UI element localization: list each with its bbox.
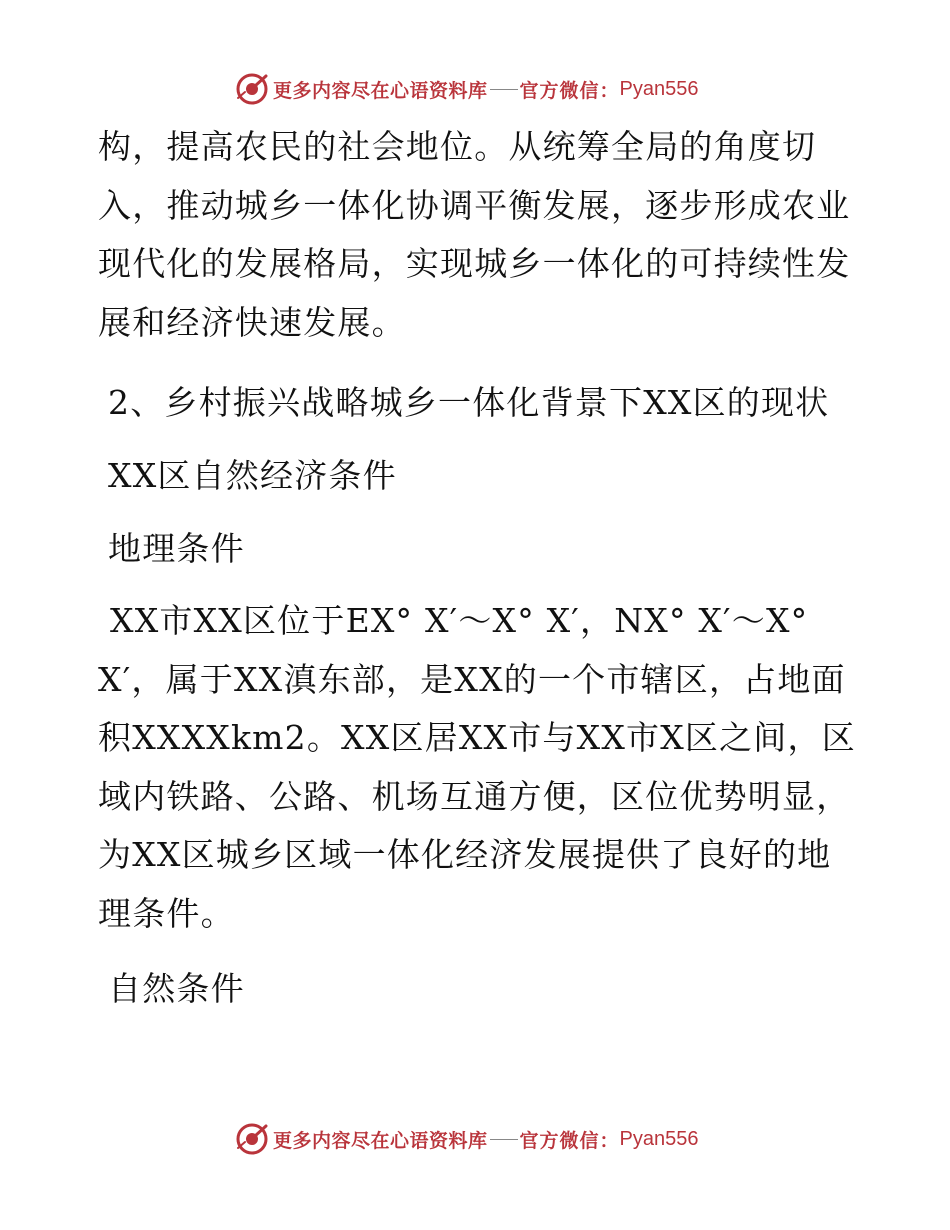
paragraph-geography [98,592,863,943]
banner-dash [490,89,518,90]
footer-banner [0,1120,950,1160]
subsubsection-heading-nature: 自然条件 [108,969,245,1008]
paragraph-text: XX市XX区位于EX° X′～X° X′，NX° X′～X° X′，属于XX滇东部，是XX的一个市辖区，占地面积XXXXkm2。XX区居XX市与XX市X区之间，区域内铁路、公路、机场互通方便，区位优势明显，为XX区城乡区域一体化经济发展提供了良好的地理条件。 [98,601,856,933]
paragraph-text: 构，提高农民的社会地位。从统筹全局的角度切入，推动城乡一体化协调平衡发展，逐步形成农业现代化的发展格局，实现城乡一体化的可持续性发展和经济快速发展。 [98,127,851,342]
logo-icon [235,72,269,106]
banner-main-text: 更多内容尽在心语资料库 [273,79,488,102]
banner-main-text: 更多内容尽在心语资料库 [273,1129,488,1152]
banner-id: Pyan556 [619,1127,699,1150]
logo-icon [235,1122,269,1156]
banner-label: 官方微信： [519,79,620,102]
paragraph-intro [98,118,868,352]
banner-id: Pyan556 [619,77,699,100]
banner-label: 官方微信： [519,1129,620,1152]
header-banner [0,70,950,110]
subsubsection-heading: 地理条件 [108,529,245,568]
section-heading: 2、乡村振兴战略城乡一体化背景下XX区的现状 [108,383,830,422]
banner-dash [490,1139,518,1140]
subsection-heading: XX区自然经济条件 [108,456,397,495]
